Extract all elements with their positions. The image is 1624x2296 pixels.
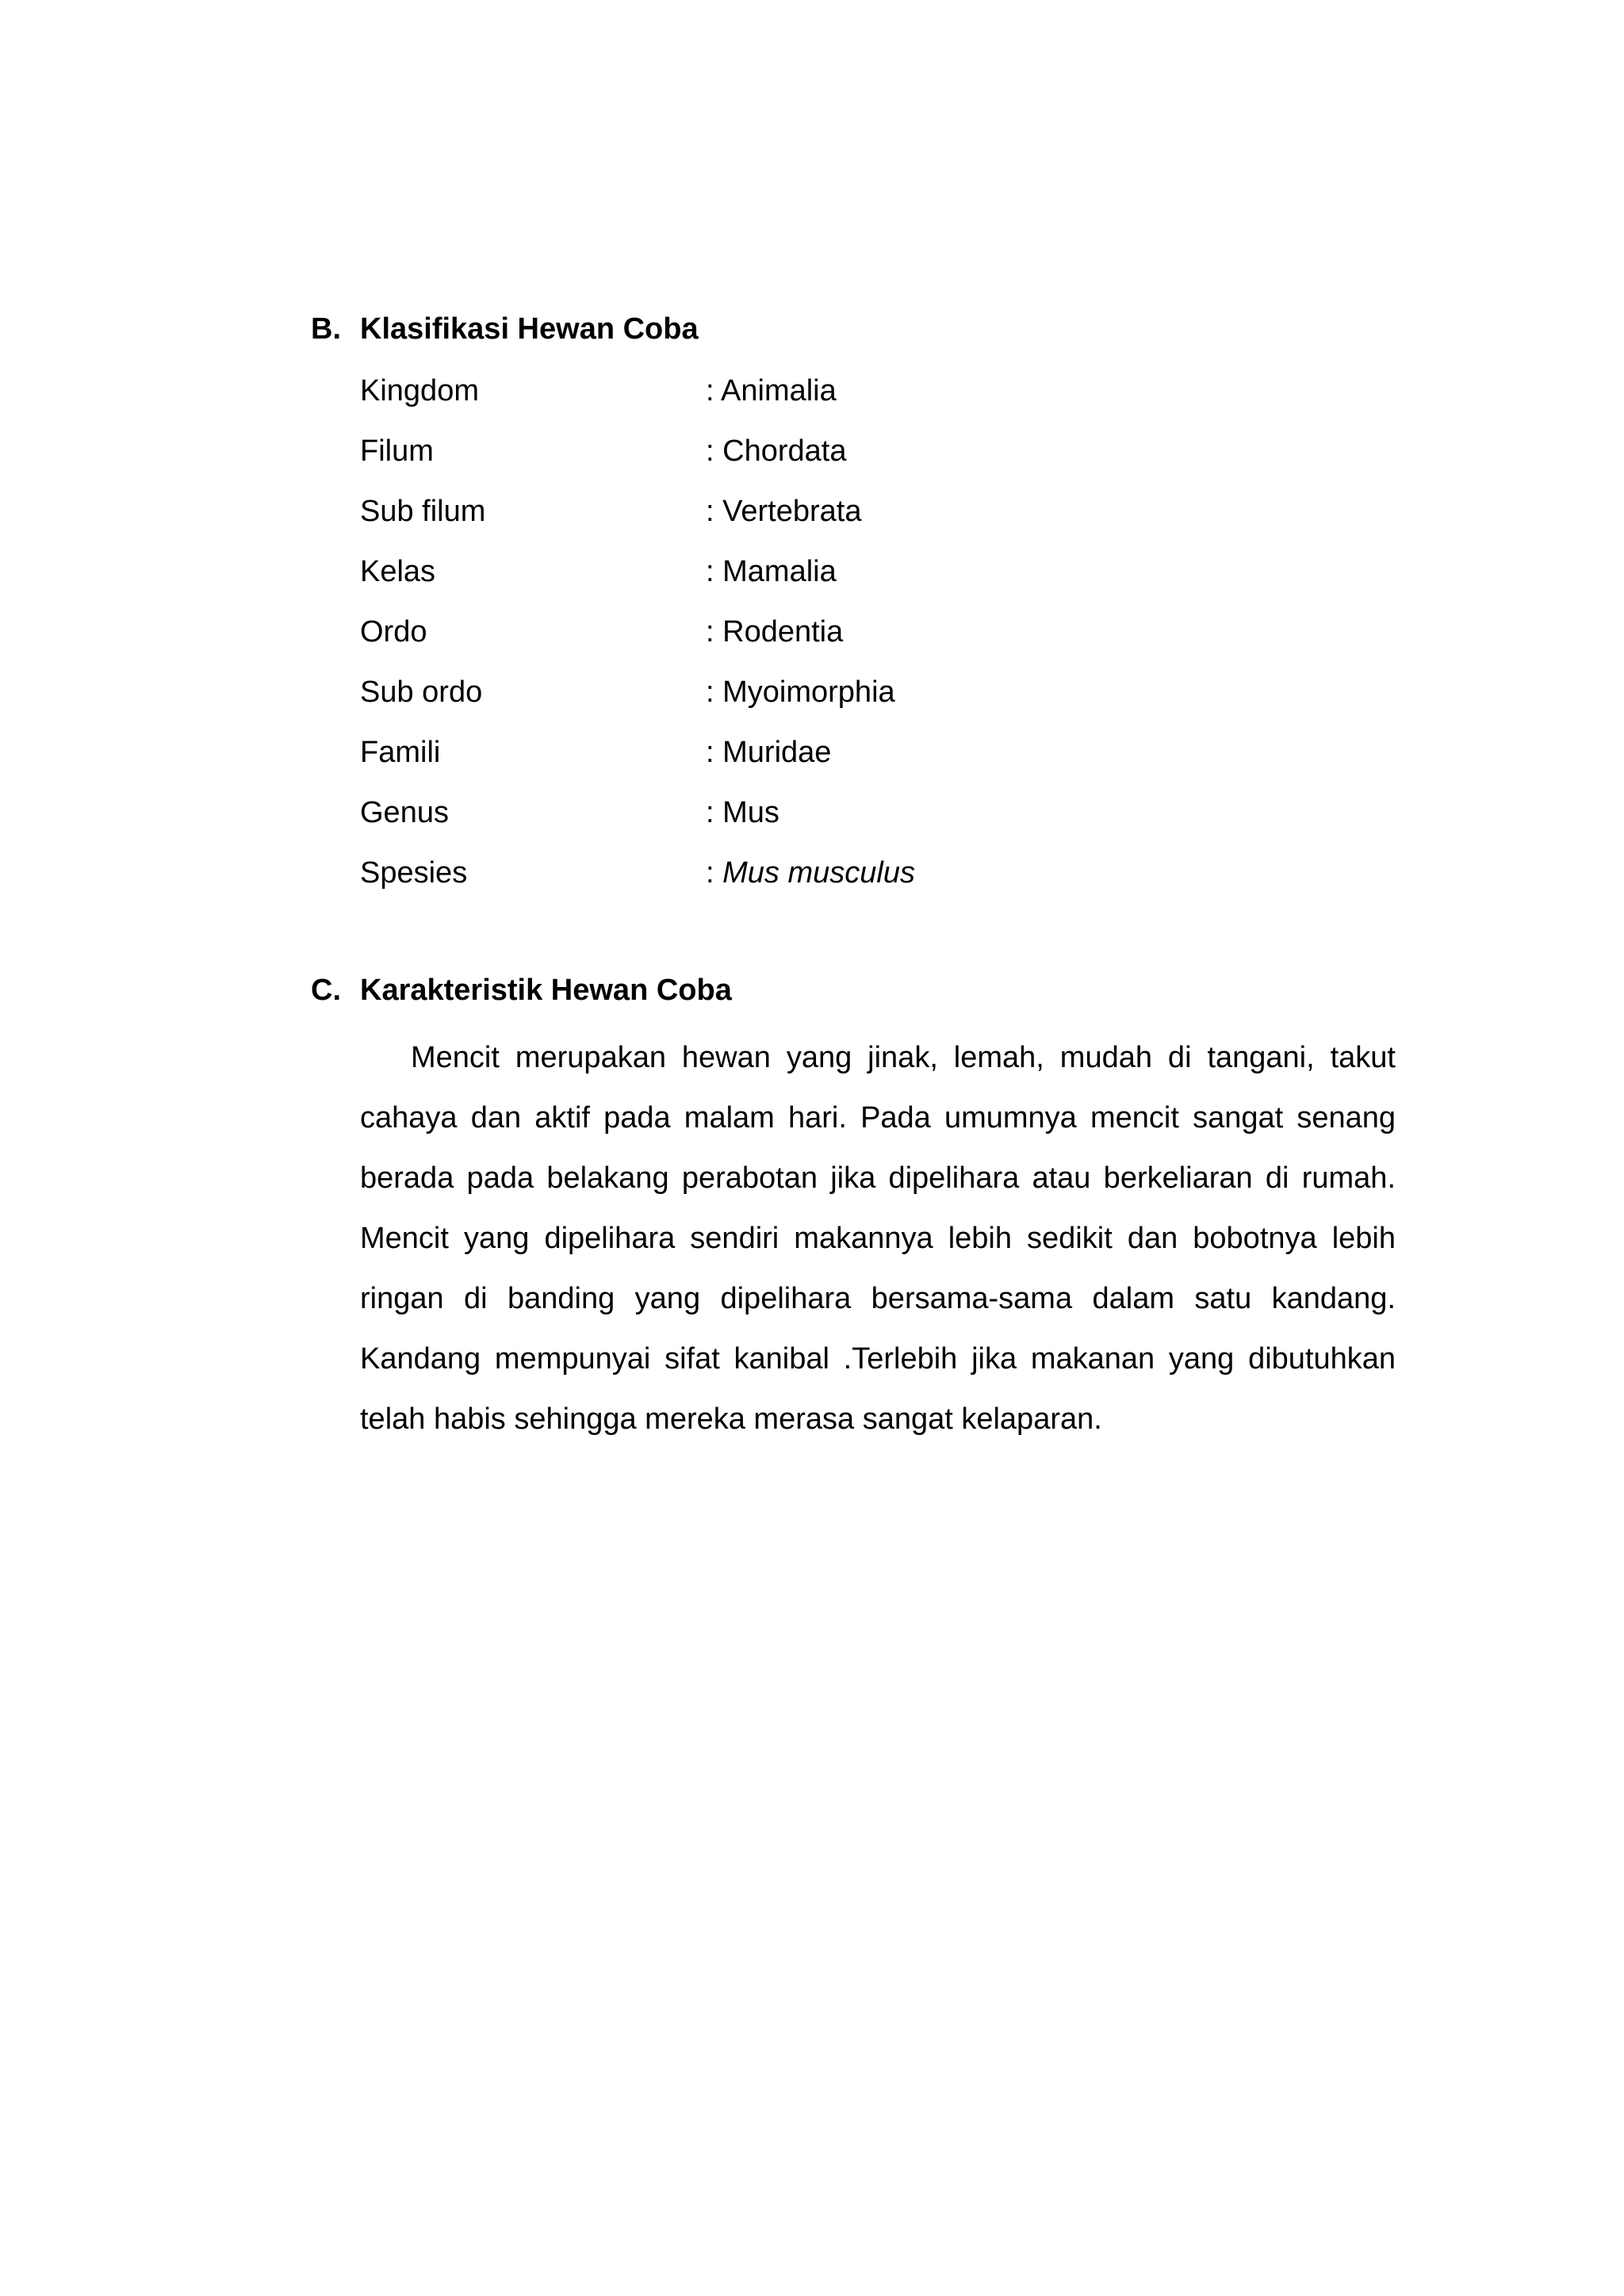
- section-b-heading: [311, 312, 699, 346]
- paragraph-line: Mencit yang dipelihara sendiri makannya lebih sedikit dan bobotnya lebih: [360, 1222, 1396, 1255]
- classification-row: [360, 373, 915, 434]
- paragraph-line: telah habis sehingga mereka merasa sangat kelaparan.: [360, 1402, 1102, 1436]
- classification-key: Famili: [360, 736, 441, 769]
- classification-key: Kingdom: [360, 374, 479, 408]
- classification-key: Genus: [360, 796, 449, 829]
- section-c-title: Karakteristik Hewan Coba: [360, 974, 732, 1007]
- section-b-marker: B.: [311, 312, 341, 346]
- classification-value: : Animalia: [706, 374, 837, 408]
- classification-row: [360, 554, 915, 614]
- paragraph-line: Kandang mempunyai sifat kanibal .Terlebih jika makanan yang dibutuhkan: [360, 1342, 1396, 1376]
- classification-row: [360, 494, 915, 554]
- classification-value: : Mus: [706, 796, 779, 829]
- characteristics-paragraph: [360, 1027, 1396, 1449]
- classification-row: [360, 434, 915, 494]
- paragraph-line: cahaya dan aktif pada malam hari. Pada umumnya mencit sangat senang: [360, 1101, 1396, 1135]
- classification-row: [360, 675, 915, 735]
- classification-row: [360, 614, 915, 675]
- classification-value: : Chordata: [706, 434, 847, 468]
- paragraph-line: Mencit merupakan hewan yang jinak, lemah, mudah di tangani, takut: [411, 1041, 1396, 1074]
- classification-key: Kelas: [360, 555, 436, 588]
- section-c-marker: C.: [311, 974, 341, 1007]
- paragraph-line: ringan di banding yang dipelihara bersama-sama dalam satu kandang.: [360, 1282, 1396, 1315]
- paragraph-line: berada pada belakang perabotan jika dipelihara atau berkeliaran di rumah.: [360, 1161, 1396, 1195]
- classification-key: Spesies: [360, 856, 468, 890]
- classification-key: Ordo: [360, 615, 427, 649]
- classification-key: Filum: [360, 434, 434, 468]
- classification-value: : Myoimorphia: [706, 675, 895, 709]
- section-b-title: Klasifikasi Hewan Coba: [360, 312, 699, 346]
- classification-value: : Mamalia: [706, 555, 837, 588]
- classification-value: : Muridae: [706, 736, 832, 769]
- classification-row: [360, 795, 915, 855]
- classification-value: : Rodentia: [706, 615, 844, 649]
- classification-key: Sub ordo: [360, 675, 483, 709]
- classification-row: [360, 855, 915, 916]
- section-c-heading: [311, 973, 732, 1008]
- classification-row: [360, 735, 915, 795]
- classification-value: : Vertebrata: [706, 495, 862, 528]
- classification-list: [360, 373, 915, 916]
- classification-key: Sub filum: [360, 495, 486, 528]
- classification-value: : Mus musculus: [706, 856, 915, 890]
